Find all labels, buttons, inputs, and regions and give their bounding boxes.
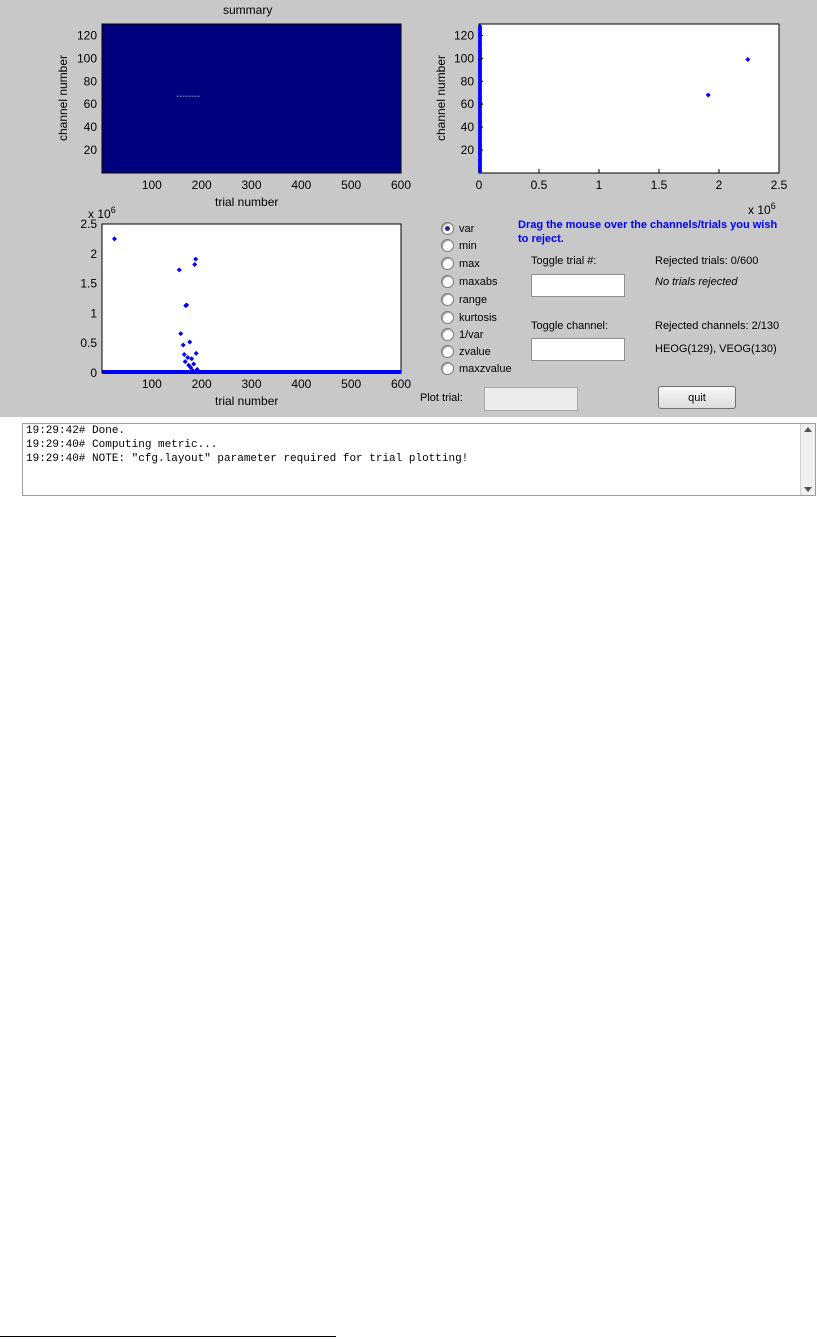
exponent-power: 6 xyxy=(110,205,116,215)
figure-title: summary xyxy=(223,3,273,17)
plot-trial-input[interactable] xyxy=(484,387,578,411)
x-tick-label: 600 xyxy=(390,377,412,391)
y-tick-label: 80 xyxy=(83,74,97,89)
x-tick-label: 200 xyxy=(191,377,212,391)
y-tick-label: 2.5 xyxy=(80,217,97,231)
x-tick-label: 600 xyxy=(390,178,412,192)
metric-option-zvalue[interactable] xyxy=(441,344,491,359)
metric-option-maxabs[interactable] xyxy=(441,274,498,289)
footnote-rule xyxy=(0,1336,336,1337)
metric-option-max[interactable] xyxy=(441,256,480,271)
channel-scatter-plot[interactable] xyxy=(420,0,817,215)
heatmap-highlight-cell xyxy=(195,96,197,97)
x-tick-label: 200 xyxy=(191,178,212,192)
toggle-trial-input[interactable] xyxy=(531,274,625,297)
metric-option-label: max xyxy=(459,257,480,270)
console-line: 19:29:40# NOTE: "cfg.layout" parameter required for trial plotting! xyxy=(26,453,469,465)
y-tick-label: 20 xyxy=(83,143,97,158)
rejected-trials-label: Rejected trials: 0/600 xyxy=(655,255,759,267)
metric-option-label: kurtosis xyxy=(459,311,497,324)
x-tick-label: 100 xyxy=(141,377,162,391)
toggle-trial-label: Toggle trial #: xyxy=(531,255,597,267)
quit-button[interactable]: quit xyxy=(658,386,736,409)
summary-yticks xyxy=(77,28,97,157)
x-tick-label: 1 xyxy=(595,178,603,192)
exponent-power: 6 xyxy=(770,201,776,211)
summary-ylabel: channel number xyxy=(56,54,70,142)
rejected-channels-label: Rejected channels: 2/130 xyxy=(655,320,780,332)
metric-option-label: maxabs xyxy=(459,275,498,288)
y-tick-label: 60 xyxy=(83,97,97,112)
heatmap-highlight-cell xyxy=(192,96,194,97)
y-tick-label: 2 xyxy=(90,246,97,261)
radio-button-icon[interactable] xyxy=(441,257,454,270)
toggle-channel-label: Toggle channel: xyxy=(531,320,609,332)
instructions-text xyxy=(518,218,777,246)
heatmap-highlight-cell xyxy=(186,96,188,97)
metric-option-1var[interactable] xyxy=(441,327,483,342)
radio-button-icon[interactable] xyxy=(441,239,454,252)
metric-option-kurtosis[interactable] xyxy=(441,310,497,325)
channel-scatter-axes[interactable] xyxy=(479,24,779,173)
y-tick-label: 0 xyxy=(90,366,97,380)
x-tick-label: 400 xyxy=(291,377,312,391)
radio-button-icon[interactable] xyxy=(441,293,454,306)
trial-scatter-axes[interactable] xyxy=(102,224,401,373)
x-tick-label: 400 xyxy=(291,178,312,192)
scroll-down-arrow-icon[interactable] xyxy=(804,487,812,492)
metric-option-label: var xyxy=(459,222,475,235)
trial-scatter-xlabel: trial number xyxy=(215,394,279,408)
summary-heatmap[interactable] xyxy=(102,24,401,173)
metric-option-label: maxzvalue xyxy=(459,362,512,375)
figure-window xyxy=(0,0,817,417)
console-output[interactable] xyxy=(22,423,816,496)
heatmap-highlight-cell xyxy=(183,96,185,97)
channel-scatter-ylabel: channel number xyxy=(434,54,448,142)
radio-button-icon[interactable] xyxy=(441,311,454,324)
console-line: 19:29:42# Done. xyxy=(26,425,126,437)
metric-option-var[interactable] xyxy=(441,221,474,236)
heatmap-highlight-cell xyxy=(177,96,179,97)
plot-trial-label: Plot trial: xyxy=(420,392,463,404)
console-scrollbar[interactable] xyxy=(800,424,815,495)
y-tick-label: 100 xyxy=(76,51,97,66)
summary-xlabel: trial number xyxy=(215,195,279,209)
trial-scatter-xticks xyxy=(142,377,412,391)
metric-option-label: min xyxy=(459,239,477,252)
x-tick-label: 500 xyxy=(341,377,362,391)
x-tick-label: 300 xyxy=(241,377,262,391)
y-tick-label: 100 xyxy=(453,51,474,66)
metric-option-min[interactable] xyxy=(441,238,477,253)
x-tick-label: 2.5 xyxy=(770,178,788,192)
y-tick-label: 20 xyxy=(460,143,474,158)
heatmap-highlight-cell xyxy=(198,96,200,97)
y-tick-label: 1 xyxy=(90,306,97,321)
y-tick-label: 40 xyxy=(460,120,474,135)
trial-scatter-exponent xyxy=(88,205,116,221)
x-tick-label: 100 xyxy=(141,178,162,192)
trial-scatter-plot[interactable] xyxy=(0,210,420,417)
y-tick-label: 0.5 xyxy=(80,336,97,351)
metric-option-range[interactable] xyxy=(441,292,487,307)
radio-button-icon[interactable] xyxy=(441,222,454,235)
instructions-line-1: Drag the mouse over the channels/trials you wish xyxy=(518,219,778,231)
radio-button-icon[interactable] xyxy=(441,275,454,288)
radio-button-icon[interactable] xyxy=(441,328,454,341)
y-tick-label: 80 xyxy=(460,74,474,89)
instructions-line-2: to reject. xyxy=(518,233,564,245)
exponent-base: x 10 xyxy=(748,203,771,217)
metric-option-maxzvalue[interactable] xyxy=(441,361,512,376)
y-tick-label: 1.5 xyxy=(80,276,97,291)
metric-option-label: zvalue xyxy=(459,345,491,358)
heatmap-highlight-cell xyxy=(180,96,182,97)
heatmap-highlight-cell xyxy=(189,96,191,97)
x-tick-label: 0.5 xyxy=(530,178,548,192)
metric-option-label: 1/var xyxy=(459,328,484,341)
x-tick-label: 1.5 xyxy=(650,178,668,192)
x-tick-label: 500 xyxy=(341,178,362,192)
exponent-base: x 10 xyxy=(88,207,111,221)
channel-scatter-exponent xyxy=(748,201,776,217)
summary-xticks xyxy=(142,178,412,192)
x-tick-label: 0 xyxy=(475,178,483,192)
toggle-channel-input[interactable] xyxy=(531,338,625,361)
y-tick-label: 60 xyxy=(460,97,474,112)
rejected-trials-detail: No trials rejected xyxy=(655,276,738,288)
rejected-channels-detail: HEOG(129), VEOG(130) xyxy=(655,343,777,355)
radio-button-icon[interactable] xyxy=(441,345,454,358)
radio-button-icon[interactable] xyxy=(441,362,454,375)
y-tick-label: 120 xyxy=(453,28,474,43)
trial-scatter-yticks xyxy=(80,217,97,380)
scroll-up-arrow-icon[interactable] xyxy=(804,427,812,432)
y-tick-label: 120 xyxy=(76,28,97,43)
console-line: 19:29:40# Computing metric... xyxy=(26,439,218,451)
x-tick-label: 300 xyxy=(241,178,262,192)
metric-option-label: range xyxy=(459,293,488,306)
y-tick-label: 40 xyxy=(83,120,97,135)
x-tick-label: 2 xyxy=(715,178,723,192)
